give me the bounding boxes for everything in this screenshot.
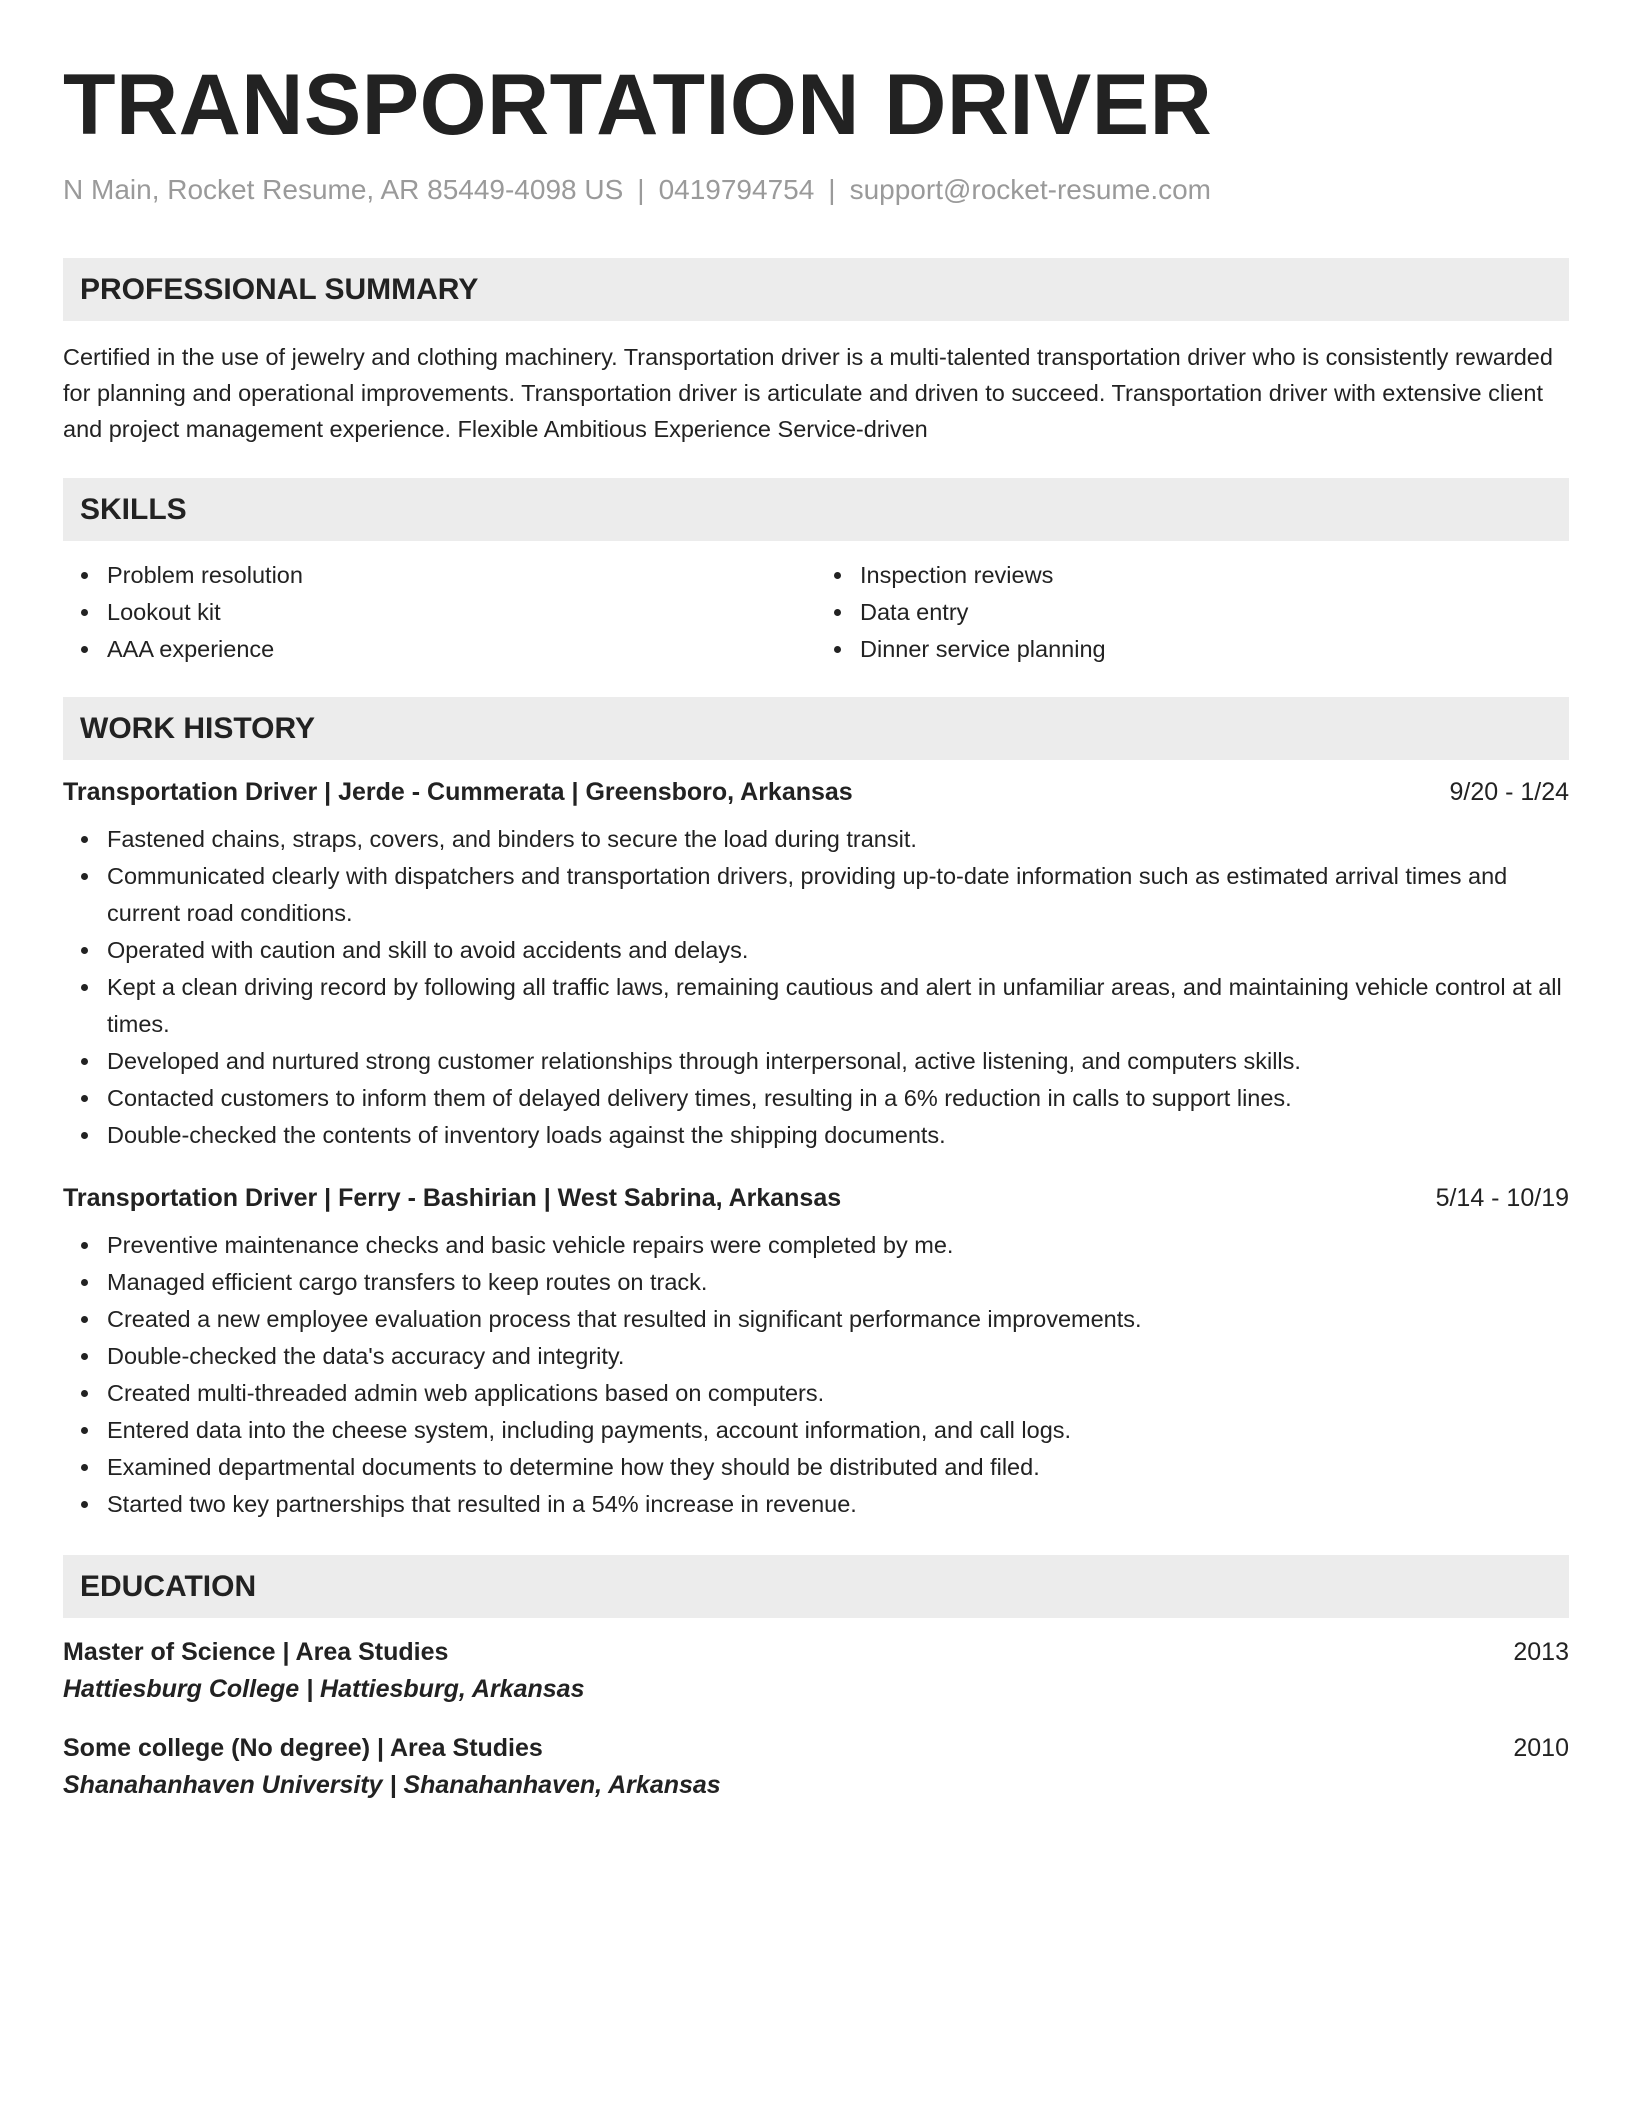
- skill-item: Inspection reviews: [860, 557, 1569, 594]
- job-bullet: Fastened chains, straps, covers, and binders to secure the load during transit.: [107, 821, 1569, 858]
- job-entry: [63, 1184, 1569, 1523]
- job-title: Transportation Driver | Ferry - Bashirian | West Sabrina, Arkansas: [63, 1184, 842, 1212]
- contact-separator: |: [828, 174, 836, 205]
- education-heading: EDUCATION: [63, 1555, 1569, 1618]
- job-bullet: Entered data into the cheese system, including payments, account information, and call logs.: [107, 1412, 1569, 1449]
- education-header: [63, 1734, 1569, 1763]
- job-entry: [63, 778, 1569, 1154]
- skill-item: Problem resolution: [107, 557, 816, 594]
- job-bullets: [63, 1227, 1569, 1523]
- job-bullet: Kept a clean driving record by following all traffic laws, remaining cautious and alert in unfamiliar areas, and maintaining vehicle control at all times.: [107, 969, 1569, 1043]
- skill-item: Data entry: [860, 594, 1569, 631]
- job-header: [63, 1184, 1569, 1213]
- skill-item: AAA experience: [107, 631, 816, 668]
- job-bullet: Developed and nurtured strong customer relationships through interpersonal, active listening, and computers skills.: [107, 1043, 1569, 1080]
- job-bullet: Communicated clearly with dispatchers and transportation drivers, providing up-to-date information such as estimated arrival times and current road conditions.: [107, 858, 1569, 932]
- job-header: [63, 778, 1569, 807]
- work-history-heading: WORK HISTORY: [63, 697, 1569, 760]
- education-list: [63, 1638, 1569, 1800]
- contact-line: [63, 174, 1569, 206]
- education-header: [63, 1638, 1569, 1667]
- education-school: Hattiesburg College | Hattiesburg, Arkansas: [63, 1675, 585, 1703]
- summary-heading: PROFESSIONAL SUMMARY: [63, 258, 1569, 321]
- education-school: Shanahanhaven University | Shanahanhaven, Arkansas: [63, 1771, 721, 1799]
- job-bullet: Operated with caution and skill to avoid accidents and delays.: [107, 932, 1569, 969]
- job-title: Transportation Driver | Jerde - Cummerata | Greensboro, Arkansas: [63, 778, 853, 806]
- job-bullet: Created a new employee evaluation process that resulted in significant performance improvements.: [107, 1301, 1569, 1338]
- job-bullet: Double-checked the data's accuracy and integrity.: [107, 1338, 1569, 1375]
- job-bullet: Started two key partnerships that resulted in a 54% increase in revenue.: [107, 1486, 1569, 1523]
- job-bullet: Contacted customers to inform them of delayed delivery times, resulting in a 6% reduction in calls to support lines.: [107, 1080, 1569, 1117]
- skills-heading: SKILLS: [63, 478, 1569, 541]
- job-bullets: [63, 821, 1569, 1154]
- education-degree: Master of Science | Area Studies: [63, 1638, 449, 1666]
- skills-column-left: [63, 557, 816, 668]
- contact-separator: |: [637, 174, 645, 205]
- education-entry: [63, 1734, 1569, 1800]
- skill-item: Lookout kit: [107, 594, 816, 631]
- job-bullet: Double-checked the contents of inventory loads against the shipping documents.: [107, 1117, 1569, 1154]
- education-degree: Some college (No degree) | Area Studies: [63, 1734, 543, 1762]
- job-bullet: Created multi-threaded admin web applications based on computers.: [107, 1375, 1569, 1412]
- skills-list: [63, 557, 1569, 668]
- job-bullet: Preventive maintenance checks and basic vehicle repairs were completed by me.: [107, 1227, 1569, 1264]
- job-bullet: Examined departmental documents to determine how they should be distributed and filed.: [107, 1449, 1569, 1486]
- education-year: 2013: [1513, 1638, 1569, 1666]
- skill-item: Dinner service planning: [860, 631, 1569, 668]
- work-history: [63, 778, 1569, 1523]
- job-bullet: Managed efficient cargo transfers to keep routes on track.: [107, 1264, 1569, 1301]
- skills-column-right: [816, 557, 1569, 668]
- summary-text: Certified in the use of jewelry and clothing machinery. Transportation driver is a multi-talented transportation driver who is consistently rewarded for planning and operational improvements. Transportation driver is articulate and driven to succeed. Transportation driver with extensive client and project management experience. Flexible Ambitious Experience Service-driven: [63, 344, 1553, 442]
- contact-phone: 0419794754: [658, 174, 815, 205]
- education-entry: [63, 1638, 1569, 1704]
- contact-email[interactable]: support@rocket-resume.com: [849, 174, 1212, 205]
- job-dates: 5/14 - 10/19: [1435, 1184, 1569, 1212]
- education-year: 2010: [1513, 1734, 1569, 1762]
- contact-address: N Main, Rocket Resume, AR 85449-4098 US: [63, 174, 624, 205]
- job-dates: 9/20 - 1/24: [1449, 778, 1569, 806]
- candidate-name: TRANSPORTATION DRIVER: [63, 57, 1213, 153]
